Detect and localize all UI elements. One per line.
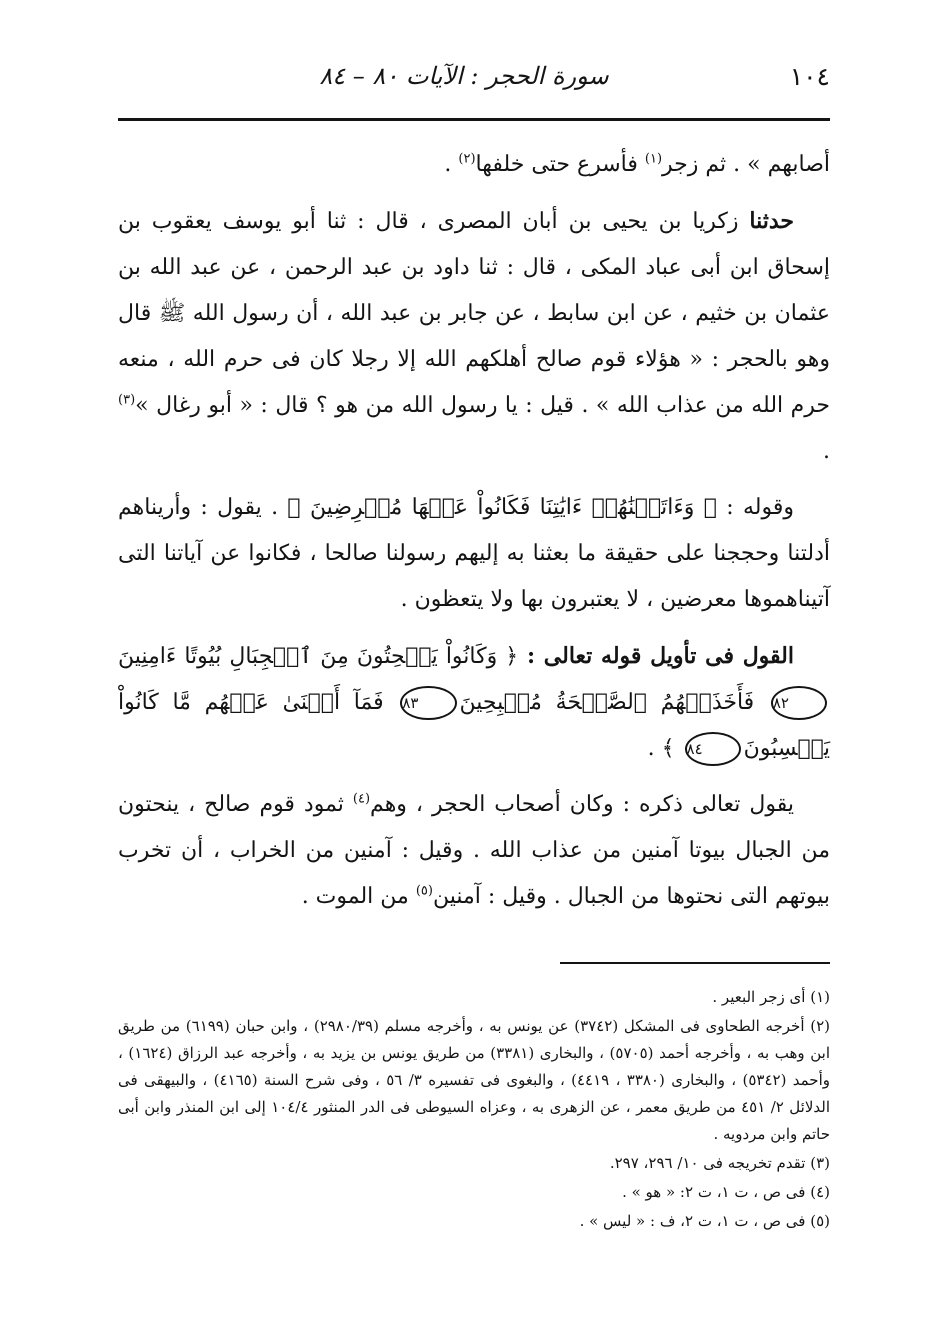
main-text: [118, 142, 830, 930]
running-title: سورة الحجر : الآيات ٨٠ – ٨٤: [319, 62, 609, 90]
hadith-lead: حدثنا: [749, 208, 794, 234]
footnote-ref-4[interactable]: (٤): [352, 791, 371, 807]
quran-verse-82: ﴿ وَكَانُواْ يَنۡحِتُونَ مِنَ ٱلۡجِبَالِ بُيُوتًا ءَامِنِينَ: [118, 644, 519, 669]
footnote-4: (٤) فى ص ، ت ١، ت ٢: « هو » .: [622, 1183, 830, 1201]
section-heading: القول فى تأويل قوله تعالى :: [518, 643, 794, 669]
footnote-3: (٣) تقدم تخريجه فى ١٠/ ٢٩٦، ٢٩٧.: [609, 1154, 830, 1172]
ayah-number-83: ٨٣: [400, 686, 456, 720]
footnote-1: (١) أى زجر البعير .: [712, 988, 830, 1006]
footnote-ref-3[interactable]: (٣): [118, 392, 136, 408]
footnote-2: (٢) أخرجه الطحاوى فى المشكل (٣٧٤٢) عن يونس به ، وأخرجه مسلم (٢٩٨٠/٣٩) ، وابن حبان (٦١٩٩) من طريق ابن وهب به ، وأخرجه أحمد (٥٧٠٥) ، والبخارى (٣٣٨١) من طريق يونس بن يزيد به ، وأخرجه عبد الرزاق (١٦٢٤) ، وأحمد (٥٣٤٢) ، والبخارى (٣٣٨٠ ، ٤٤١٩) ، والبغوى فى تفسيره ٣/ ٥٦ ، وفى شرح السنة (٤١٦٥) ، والبيهقى فى الدلائل ٢/ ٤٥١ من طريق معمر ، عن الزهرى به ، وعزاه السيوطى فى الدر المنثور ١٠٤/٤ إلى ابن المنذر وابن أبى حاتم وابن مردويه .: [118, 1017, 831, 1143]
footnote-ref-1[interactable]: (١): [644, 151, 663, 167]
page-header: [118, 60, 830, 121]
paragraph-5: يقول تعالى ذكره : وكان أصحاب الحجر ، وهم$^{(٤)}$ ثمود قوم صالح ، ينحتون من الجبال بيوتا آمنين من عذاب الله . وقيل : آمنين من الخراب ، أن تخرب بيوتهم التى نحتوها من الجبال . وقيل : آمنين$^{(٥)}$ من الموت .: [118, 791, 830, 909]
footnote-ref-2[interactable]: (٢): [458, 151, 476, 167]
ayah-number-84: ٨٤: [685, 732, 741, 766]
paragraph-1: أصابهم » . ثم زجر$^{(١)}$ فأسرع حتى خلفها$^{(٢)}$ .: [444, 151, 830, 177]
footnote-ref-5[interactable]: (٥): [415, 883, 433, 899]
paragraph-2: حدثنا زكريا بن يحيى بن أبان المصرى ، قال : ثنا أبو يوسف يعقوب بن إسحاق ابن أبى عباد المكى ، قال : ثنا داود بن عبد الرحمن ، عن عبد الله بن عثمان بن خثيم ، عن ابن سابط ، عن جابر بن عبد الله ، أن رسول الله ﷺ قال وهو بالحجر : « هؤلاء قوم صالح أهلكهم الله إلا رجلا كان فى حرم الله ، منعه حرم الله من عذاب الله » . قيل : يا رسول الله من هو ؟ قال : « أبو رغال »$^{(٣)}$ .: [118, 208, 830, 464]
footnotes: [118, 984, 830, 1237]
paragraph-3: وقوله : ﴿ وَءَاتَيۡنَٰهُمۡ ءَايَٰتِنَا فَكَانُواْ عَنۡهَا مُعۡرِضِينَ ﴾ . يقول : وأريناهم أدلتنا وحججنا على حقيقة ما بعثنا به إليهم رسولنا صالحا ، فكانوا عن آياتنا التى آتيناهموها معرضين ، لا يعتبرون بها ولا يتعظون .: [118, 495, 830, 612]
quran-verse-84: فَمَآ أَغۡنَىٰ عَنۡهُم مَّا كَانُواْ يَكۡسِبُونَ: [118, 690, 830, 761]
footnote-divider: [560, 962, 830, 964]
quran-verse-83: فَأَخَذَتۡهُمُ ٱلصَّيۡحَةُ مُصۡبِحِينَ: [459, 690, 768, 715]
quran-verse: ﴿ وَءَاتَيۡنَٰهُمۡ ءَايَٰتِنَا فَكَانُواْ عَنۡهَا مُعۡرِضِينَ ﴾: [287, 495, 717, 520]
footnote-5: (٥) فى ص ، ت ١، ت ٢، ف : « ليس » .: [579, 1212, 830, 1230]
ayah-number-82: ٨٢: [771, 686, 827, 720]
page-number: ١٠٤: [789, 62, 830, 91]
paragraph-4: القول فى تأويل قوله تعالى : ﴿ وَكَانُواْ يَنۡحِتُونَ مِنَ ٱلۡجِبَالِ بُيُوتًا ءَامِنِينَ٨٢ فَأَخَذَتۡهُمُ ٱلصَّيۡحَةُ مُصۡبِحِينَ٨٣ فَمَآ أَغۡنَىٰ عَنۡهُم مَّا كَانُواْ يَكۡسِبُونَ٨٤ ﴾ .: [118, 633, 830, 772]
